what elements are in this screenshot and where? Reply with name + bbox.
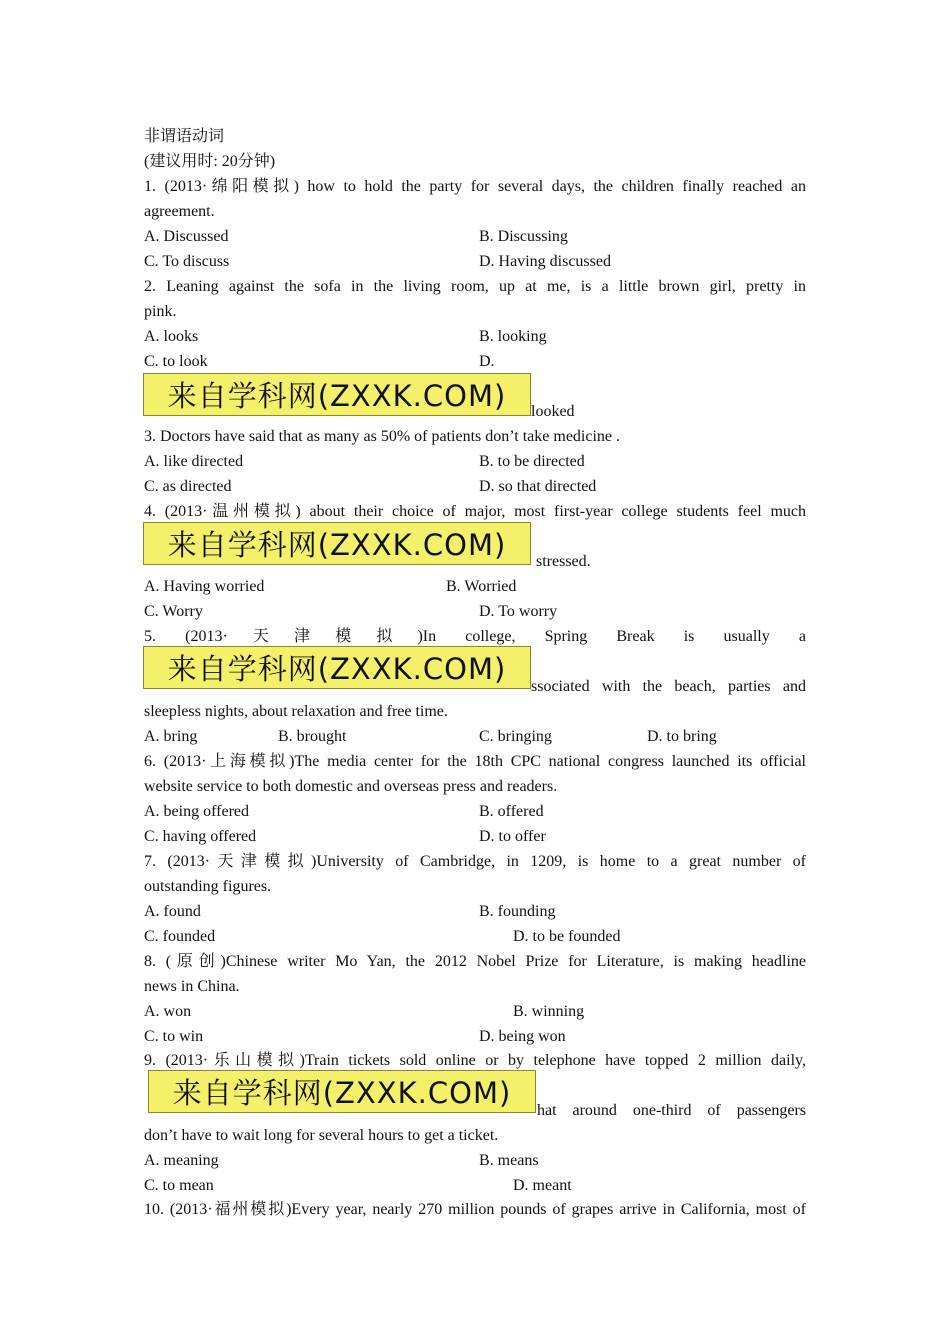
watermark-banner: 来自学科网(ZXXK.COM) (148, 1070, 536, 1113)
q5-option-a: A. bring (144, 728, 198, 745)
q9-stem-cont2: don’t have to wait long for several hours to get a ticket. (144, 1127, 499, 1144)
q7-option-a: A. found (144, 903, 201, 920)
q9-option-d: D. meant (513, 1177, 572, 1194)
q7-stem-cont: outstanding figures. (144, 878, 272, 895)
q5-option-b: B. brought (278, 728, 347, 745)
q8-stem-cont: news in China. (144, 978, 240, 995)
q4-stem-cont: stressed. (536, 553, 591, 570)
q9-option-c: C. to mean (144, 1177, 214, 1194)
q6-option-c: C. having offered (144, 828, 257, 845)
q3-option-d: D. so that directed (479, 478, 597, 495)
q3-option-b: B. to be directed (479, 453, 585, 470)
q2-stem-cont: pink. (144, 303, 177, 320)
q1-option-c: C. To discuss (144, 253, 230, 270)
q1-option-b: B. Discussing (479, 228, 568, 245)
section-title: 非谓语动词 (144, 128, 225, 145)
q1-stem-cont: agreement. (144, 203, 215, 220)
q4-option-c: C. Worry (144, 603, 203, 620)
q8-option-b: B. winning (513, 1003, 585, 1020)
time-note: (建议用时: 20分钟) (144, 153, 276, 170)
q9-option-b: B. means (479, 1152, 539, 1169)
q6-stem: 6. (2013·上海模拟)The media center for the 18th CPC national congress launched its official (144, 753, 806, 770)
q5-stem: 5. (2013·天津模拟)In college, Spring Break is usually a (144, 628, 806, 645)
q7-option-d: D. to be founded (513, 928, 621, 945)
q5-stem-cont2: sleepless nights, about relaxation and free time. (144, 703, 448, 720)
q5-option-c: C. bringing (479, 728, 552, 745)
q3-stem: 3. Doctors have said that as many as 50% of patients don’t take medicine . (144, 428, 621, 445)
q4-option-a: A. Having worried (144, 578, 265, 595)
q5-option-d: D. to bring (647, 728, 717, 745)
q2-option-d: D. (479, 353, 495, 370)
q1-stem: 1. (2013·绵阳模拟) how to hold the party for several days, the children finally reached an (144, 178, 806, 195)
q8-option-a: A. won (144, 1003, 192, 1020)
q2-option-d-text: looked (531, 403, 575, 420)
q2-option-a: A. looks (144, 328, 199, 345)
q2-option-c: C. to look (144, 353, 208, 370)
q4-stem: 4. (2013·温州模拟) about their choice of major, most first-year college students feel much (144, 503, 806, 520)
q6-stem-cont: website service to both domestic and overseas press and readers. (144, 778, 558, 795)
watermark-banner: 来自学科网(ZXXK.COM) (143, 646, 531, 689)
q6-option-b: B. offered (479, 803, 544, 820)
q10-stem: 10. (2013·福州模拟)Every year, nearly 270 million pounds of grapes arrive in California, most of (144, 1201, 806, 1218)
q2-stem: 2. Leaning against the sofa in the living room, up at me, is a little brown girl, pretty in (144, 278, 806, 295)
q2-option-b: B. looking (479, 328, 547, 345)
q9-stem-cont: hat around one-third of passengers (537, 1102, 806, 1119)
q5-stem-cont: ssociated with the beach, parties and (531, 678, 806, 695)
q6-option-a: A. being offered (144, 803, 249, 820)
q1-option-a: A. Discussed (144, 228, 229, 245)
q3-option-a: A. like directed (144, 453, 244, 470)
q7-stem: 7. (2013·天津模拟)University of Cambridge, in 1209, is home to a great number of (144, 853, 806, 870)
q6-option-d: D. to offer (479, 828, 546, 845)
q9-stem: 9. (2013·乐山模拟)Train tickets sold online or by telephone have topped 2 million daily, (144, 1052, 806, 1069)
watermark-banner: 来自学科网(ZXXK.COM) (143, 373, 531, 416)
q7-option-c: C. founded (144, 928, 216, 945)
q8-option-d: D. being won (479, 1028, 566, 1045)
q9-option-a: A. meaning (144, 1152, 219, 1169)
q3-option-c: C. as directed (144, 478, 232, 495)
watermark-banner: 来自学科网(ZXXK.COM) (143, 522, 531, 565)
q4-option-b: B. Worried (446, 578, 517, 595)
q7-option-b: B. founding (479, 903, 556, 920)
q8-stem: 8. (原创)Chinese writer Mo Yan, the 2012 Nobel Prize for Literature, is making headline (144, 953, 806, 970)
q8-option-c: C. to win (144, 1028, 204, 1045)
q4-option-d: D. To worry (479, 603, 558, 620)
q1-option-d: D. Having discussed (479, 253, 611, 270)
